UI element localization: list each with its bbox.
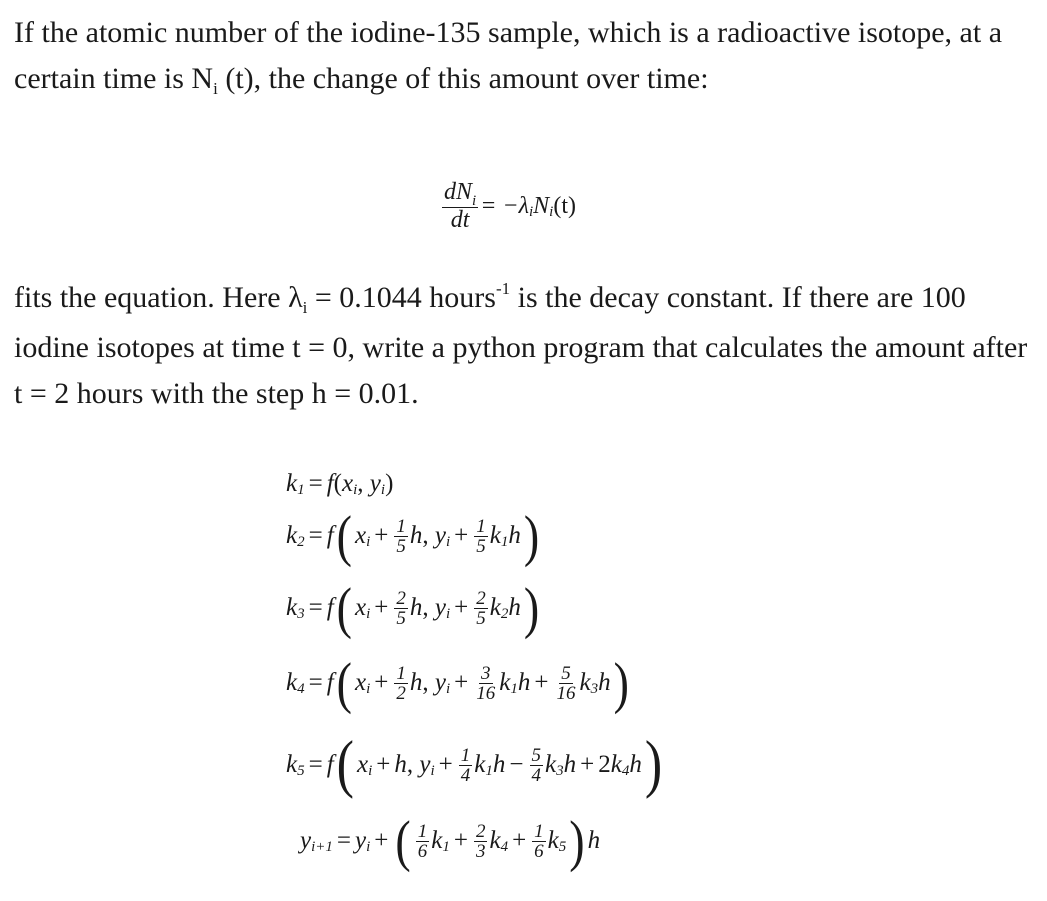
k1-formula: k 1 = f ( x i , y i ) [286,470,394,498]
k5-formula: k 5 = f ( x i + h , y i + $\frac{1}{4}$ k 1 h − $\frac{5}{4}$ k 3 h + 2 k 4 h ) [286,728,663,800]
y-update-formula: y i+1 = y i + ( $\frac{1}{6}$ k 1 + $\frac{2}{3}$ k 4 + $\frac{1}{6}$ k 5 ) h [300,808,601,873]
k2-formula: k 2 = f ( x i + $\frac{1}{5}$ h , y i + $\frac{1}{5}$ k 1 h ) [286,503,540,568]
problem-intro: If the atomic number of the iodine-135 sample, which is a radioactive isotope, at a certain time is $N_i$ (t), the change of this amount over time: [14,16,1003,98]
k3-formula: k 3 = f ( x i + $\frac{2}{5}$ h , y i + $\frac{2}{5}$ k 2 h ) [286,575,540,640]
decay-equation: $\frac{dN_i}{dt}$ = −λ i N i (t) [444,179,576,233]
problem-statement: fits the equation. Here $\lambda_i = 0.1044$ hours$^{-1}$ is the decay constant. If there are 100 iodine isotopes at time t = 0, write a python program that calculates the amount after t = 2 hours with the step h = 0.01. [14,279,1028,410]
k4-formula: k 4 = f ( x i + $\frac{1}{2}$ h , y i + $\frac{3}{16}$ k 1 h + $\frac{5}{16}$ k 3 h ) [286,650,629,715]
